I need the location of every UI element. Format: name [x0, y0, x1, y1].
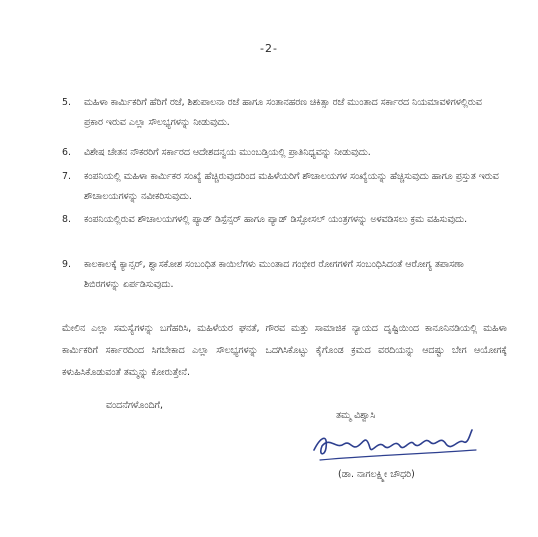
request-paragraph: ಮೇಲಿನ ಎಲ್ಲಾ ಸಮಸ್ಯೆಗಳನ್ನು ಬಗೆಹರಿಸಿ, ಮಹಿಳೆಯರ ಘನತೆ, ಗೌರವ ಮತ್ತು ಸಾಮಾಜಿಕ ನ್ಯಾಯದ ದೃಷ್ಟಿಯಿಂದ ಕಾನೂನಿನಡಿಯಲ್ಲಿ ಮಹಿಳಾ ಕಾರ್ಮಿಕರಿಗೆ ಸರ್ಕಾರದಿಂದ ಸಿಗಬೇಕಾದ ಎಲ್ಲಾ ಸೌಲಭ್ಯಗಳನ್ನು ಒದಗಿಸಿಕೊಟ್ಟು ಕೈಗೊಂಡ ಕ್ರಮದ ವರದಿಯನ್ನು ಆದಷ್ಟು ಬೇಗ ಆಯೋಗಕ್ಕೆ ಕಳುಹಿಸಿಕೊಡುವಂತೆ ತಮ್ಮನ್ನು ಕೋರುತ್ತೇನೆ.: [62, 323, 507, 378]
list-item-6: [62, 143, 502, 163]
item-text: ವಿಶೇಷ ಚೇತನ ನೌಕರರಿಗೆ ಸರ್ಕಾರದ ಆದೇಶದನ್ವಯ ಮುಂಬಡ್ತಿಯಲ್ಲಿ ಪ್ರಾತಿನಿಧ್ಯವನ್ನು ನೀಡುವುದು.: [84, 147, 371, 158]
list-item-7: [62, 167, 502, 207]
closing-line: ವಂದನೆಗಳೊಂದಿಗೆ,: [106, 400, 163, 411]
item-text: ಕಂಪನಿಯಲ್ಲಿ ಮಹಿಳಾ ಕಾರ್ಮಿಕರ ಸಂಖ್ಯೆ ಹೆಚ್ಚಿರುವುದರಿಂದ ಮಹಿಳೆಯರಿಗೆ ಶೌಚಾಲಯಗಳ ಸಂಖ್ಯೆಯನ್ನು ಹೆಚ್ಚಿಸುವುದು ಹಾಗೂ ಪ್ರಸ್ತುತ ಇರುವ ಶೌಚಾಲಯಗಳನ್ನು ನವೀಕರಿಸುವುದು.: [84, 171, 499, 202]
item-number: 7.: [62, 171, 71, 182]
item-number: 9.: [62, 259, 71, 270]
item-text: ಕಂಪನಿಯಲ್ಲಿರುವ ಶೌಚಾಲಯಗಳಲ್ಲಿ ಪ್ಯಾಡ್ ಡಿಸ್ಪೆನ್ಸರ್ ಹಾಗೂ ಪ್ಯಾಡ್ ಡಿಸ್ಪೋಸಲ್ ಯಂತ್ರಗಳನ್ನು ಅಳವಡಿಸಲು ಕ್ರಮ ವಹಿಸುವುದು.: [84, 214, 468, 225]
item-text: ಕಾಲಕಾಲಕ್ಕೆ ಕ್ಯಾನ್ಸರ್, ಶ್ವಾಸಕೋಶ ಸಂಬಂಧಿತ ಕಾಯಿಲೆಗಳು ಮುಂತಾದ ಗಂಭೀರ ರೋಗಗಳಿಗೆ ಸಂಬಂಧಿಸಿದಂತೆ ಆರೋಗ್ಯ ತಪಾಸಣಾ ಶಿಬಿರಗಳನ್ನು ಏರ್ಪಡಿಸುವುದು.: [84, 259, 464, 290]
signature-image: [300, 420, 490, 470]
list-item-8: [62, 210, 502, 230]
list-item-5: [62, 93, 502, 133]
item-text: ಮಹಿಳಾ ಕಾರ್ಮಿಕರಿಗೆ ಹೆರಿಗೆ ರಜೆ, ಶಿಶುಪಾಲನಾ ರಜೆ ಹಾಗೂ ಸಂತಾನಹರಣ ಚಿಕಿತ್ಸಾ ರಜೆ ಮುಂತಾದ ಸರ್ಕಾರದ ನಿಯಮಾವಳಿಗಳಲ್ಲಿರುವ ಪ್ರಕಾರ ಇರುವ ಎಲ್ಲಾ ಸೌಲಭ್ಯಗಳನ್ನು ನೀಡುವುದು.: [84, 97, 482, 128]
list-item-9: [62, 255, 502, 295]
page-number: -2-: [260, 42, 278, 55]
item-number: 6.: [62, 147, 71, 158]
item-number: 5.: [62, 97, 71, 108]
item-number: 8.: [62, 214, 71, 225]
yours-faithfully: ತಮ್ಮ ವಿಶ್ವಾಸಿ: [336, 410, 376, 421]
signer-name: (ಡಾ. ನಾಗಲಕ್ಷ್ಮೀ ಚೌಧರಿ): [338, 469, 415, 480]
